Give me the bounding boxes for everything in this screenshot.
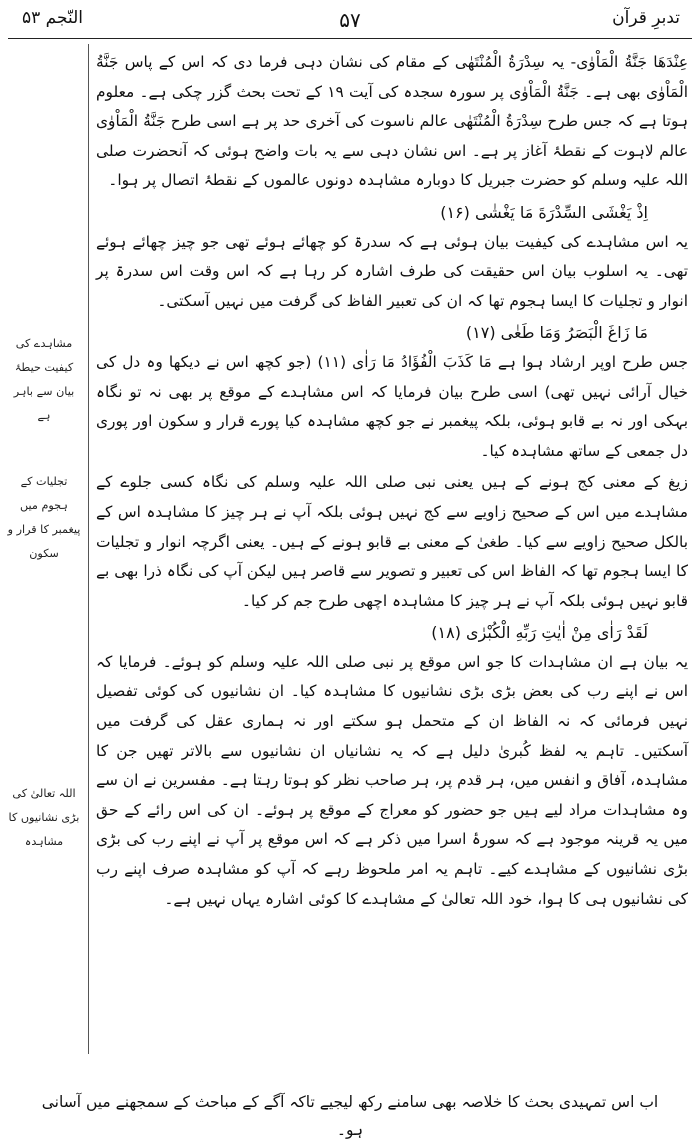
margin-note-composure: تجلیات کے ہجوم میں پیغمبر کا قرار و سکون	[7, 475, 81, 560]
margin-rule	[88, 44, 89, 1054]
header-rule	[8, 38, 692, 39]
verse-17: مَا زَاغَ الْبَصَرُ وَمَا طَغٰی (۱۷)	[465, 323, 648, 343]
surah-reference: النّجم ۵۳	[22, 8, 83, 28]
page-number: ۵۷	[339, 8, 361, 32]
closing-line: اب اس تمہیدی بحث کا خلاصہ بھی سامنے رکھ لیجیے تاکہ آگے کے مباحث کے سمجھنے میں آسانی ہو۔	[41, 1093, 659, 1139]
paragraph-verse-18-commentary: یہ بیان ہے ان مشاہدات کا جو اس موقع پر نبی صلی اللہ علیہ وسلم کو ہوئے۔ فرمایا کہ اس نے اپنے رب کی بعض بڑی بڑی نشانیوں کا مشاہدہ کیا۔ ان نشانیوں کی کوئی تفصیل نہیں فرمائی کہ نہ الفاظ ان کے متحمل ہو سکتے اور نہ ہماری عقل کی گرفت میں آسکتیں۔ تاہم یہ لفظ کُبریٰ دلیل ہے کہ یہ نشانیاں ان نشانیوں سے بالاتر تھیں جن کا مشاہدہ، آفاق و انفس میں، ہر قدم پر، ہر صاحب نظر کو ہوتا رہتا ہے۔ مفسرین نے ان سے وہ مشاہدات مراد لیے ہیں جو حضور کو معراج کے موقع پر ہوئے۔ ان کی اس رائے کے حق میں یہ قرینہ موجود ہے کہ سورۂ اسرا میں ذکر ہے کہ اس موقع پر آپ نے اپنے رب کی بڑی بڑی نشانیوں کے مشاہدے کیے۔ تاہم یہ امر ملحوظ رہے کہ آپ کو مشاہدہ صرف اپنے رب کی نشانیوں ہی کا ہوا، خود اللہ تعالیٰ کے مشاہدے کا کوئی اشارہ یہاں نہیں ہے۔	[96, 652, 688, 908]
verse-16: اِذْ یَغْشَی السِّدْرَةَ مَا یَغْشٰی (۱۶)	[440, 202, 648, 222]
verse-18: لَقَدْ رَاٰی مِنْ اٰیٰتِ رَبِّهِ الْکُبْرٰی (۱۸)	[431, 623, 648, 643]
paragraph-zaigh-meaning: زیغ کے معنی کج ہونے کے ہیں یعنی نبی صلی اللہ علیہ وسلم کی نگاہ کسی جلوے کے مشاہدے میں اس کے صحیح زاویے سے کج نہیں ہوئی بلکہ آپ نے ہر چیز کا مشاہدہ اس کے بالکل صحیح زاویے سے کیا۔ طغیٰ کے معنی بے قابو ہونے کے ہیں۔ یعنی اگرچہ انوار و تجلیات کا ایسا ہجوم تھا کہ الفاظ اس کی تعبیر و تصویر سے قاصر ہیں لیکن آپ کی نگاہ ذرا بھی بے قابو نہیں ہوئی بلکہ آپ نے ہر چیز کا مشاہدہ اچھی طرح جم کر کیا۔	[96, 473, 688, 610]
margin-note-great-signs: اللہ تعالیٰ کی بڑی نشانیوں کا مشاہدہ	[8, 787, 80, 848]
main-text	[96, 48, 688, 916]
paragraph-jannat-ul-mawa: عِنْدَهَا جَنَّةُ الْمَاْوٰی- یہ سِدْرَةُ الْمُنْتَهٰی کے مقام کی نشان دہی فرما دی کہ اس کے پاس جَنَّةُ الْمَاْوٰی بھی ہے۔ جَنَّةُ الْمَاْوٰی پر سورہ سجدہ کی آیت ۱۹ کے تحت بحث گزر چکی ہے۔ معلوم ہوتا ہے کہ جس طرح سِدْرَةُ الْمُنْتَهٰی عالم ناسوت کی آخری حد پر ہے اسی طرح جَنَّةُ الْمَاْوٰی عالم لاہوت کے نقطۂ آغاز پر ہے۔ اس نشان دہی سے یہ بات واضح ہوئی کہ آنحضرت صلی اللہ علیہ وسلم کو حضرت جبریل کا دوبارہ مشاہدہ دونوں عالموں کے نقطۂ اتصال پر ہوا۔	[96, 53, 688, 190]
paragraph-verse-17-commentary: جس طرح اوپر ارشاد ہوا ہے مَا کَذَبَ الْفُؤَادُ مَا رَاٰی (۱۱) (جو کچھ اس نے دیکھا وہ دل کی خیال آرائی نہیں تھی) اسی طرح بیان فرمایا کہ اس مشاہدے کے موقع پر بھی نہ تو نگاہ بہکی اور نہ بے قابو ہوئی، بلکہ پیغمبر نے جو کچھ مشاہدہ کیا پورے قرار و سکون اور پوری دل جمعی کے ساتھ مشاہدہ کیا۔	[96, 352, 688, 460]
book-title: تدبرِ قرآن	[612, 8, 680, 28]
margin-note-observation: مشاہدے کی کیفیت حیطۂ بیان سے باہر ہے	[13, 337, 75, 422]
paragraph-verse-16-commentary: یہ اس مشاہدے کی کیفیت بیان ہوئی ہے کہ سدرۃ کو چھائے ہوئے تھی جو چیز چھائے ہوئے تھی۔ یہ اسلوب بیان اس حقیقت کی طرف اشارہ کر رہا ہے کہ اس وقت اس سدرۃ پر انوار و تجلیات کا ایسا ہجوم تھا کہ ان کی تعبیر الفاظ کی گرفت میں نہیں آسکتی۔	[96, 232, 688, 310]
